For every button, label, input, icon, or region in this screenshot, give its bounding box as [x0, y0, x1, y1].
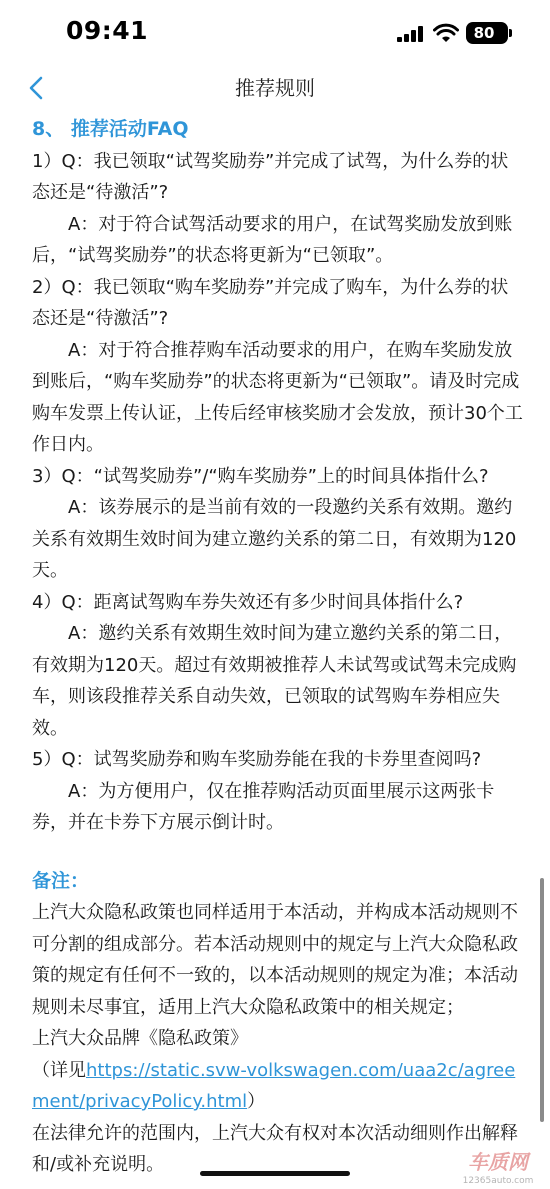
nav-bar: [0, 62, 550, 114]
rules-content: [32, 114, 526, 1181]
faq-answer: A：对于符合推荐购车活动要求的用户，在购车奖励发放到账后，“购车奖励券”的状态将更新为“已领取”。请及时完成购车发票上传认证，上传后经审核奖励才会发放，预计30个工作日内。: [32, 339, 523, 455]
faq-answer: A：对于符合试驾活动要求的用户，在试驾奖励发放到账后，“试驾奖励券”的状态将更新为“已领取”。: [32, 213, 513, 266]
battery-tip: [509, 29, 512, 37]
scrollbar[interactable]: [540, 878, 544, 1122]
privacy-policy-link[interactable]: https://static.svw-volkswagen.com/uaa2c/agreement/privacyPolicy.html: [32, 1059, 516, 1112]
home-indicator: [200, 1171, 350, 1176]
battery-level: 80: [473, 24, 495, 42]
faq-question: 5）Q：试驾奖励券和购车奖励券能在我的卡券里查阅吗?: [32, 749, 482, 770]
status-time: 09:41: [66, 16, 149, 45]
page-title: 推荐规则: [235, 76, 315, 100]
svg-text:12365auto.com: 12365auto.com: [462, 1176, 534, 1186]
privacy-policy-brand-line: 上汽大众品牌《隐私政策》: [32, 1028, 248, 1049]
note-body: 上汽大众隐私政策也同样适用于本活动，并构成本活动规则不可分割的组成部分。若本活动规则中的规定与上汽大众隐私政策的规定有任何不一致的，以本活动规则的规定为准；本活动规则未尽事宜，适用上汽大众隐私政策中的相关规定；: [32, 902, 518, 1018]
wifi-icon: [433, 23, 459, 43]
see-suffix: ）: [247, 1091, 266, 1112]
faq-question: 2）Q：我已领取“购车奖励券”并完成了购车，为什么券的状态还是“待激活”?: [32, 276, 509, 329]
faq-answer: A：该券展示的是当前有效的一段邀约关系有效期。邀约关系有效期生效时间为建立邀约关系的第二日，有效期为120天。: [32, 497, 517, 581]
note-final: 在法律允许的范围内，上汽大众有权对本次活动细则作出解释和/或补充说明。: [32, 1122, 518, 1175]
section-spacer: [32, 839, 526, 866]
faq-question: 3）Q：“试驾奖励券”/“购车奖励券”上的时间具体指什么?: [32, 465, 489, 487]
battery-icon: [466, 22, 508, 44]
status-bar: [0, 0, 550, 62]
note-heading: 备注：: [32, 869, 90, 892]
faq-question: 1）Q：我已领取“试驾奖励券”并完成了试驾，为什么券的状态还是“待激活”?: [32, 150, 509, 203]
faq-answer: A：邀约关系有效期生效时间为建立邀约关系的第二日，有效期为120天。超过有效期被推荐人未试驾或试驾未完成购车，则该段推荐关系自动失效，已领取的试驾购车券相应失效。: [32, 623, 517, 739]
faq-question: 4）Q：距离试驾购车券失效还有多少时间具体指什么?: [32, 591, 464, 613]
watermark-logo: [452, 1147, 544, 1187]
faq-answer: A：为方便用户，仅在推荐购活动页面里展示这两张卡券，并在卡券下方展示倒计时。: [32, 780, 495, 833]
see-prefix: （详见: [32, 1059, 86, 1081]
svg-text:车质网: 车质网: [468, 1150, 528, 1174]
privacy-policy-reference: [32, 1055, 526, 1118]
faq-heading: 8、 推荐活动FAQ: [32, 118, 189, 140]
signal-icon: [397, 26, 425, 42]
